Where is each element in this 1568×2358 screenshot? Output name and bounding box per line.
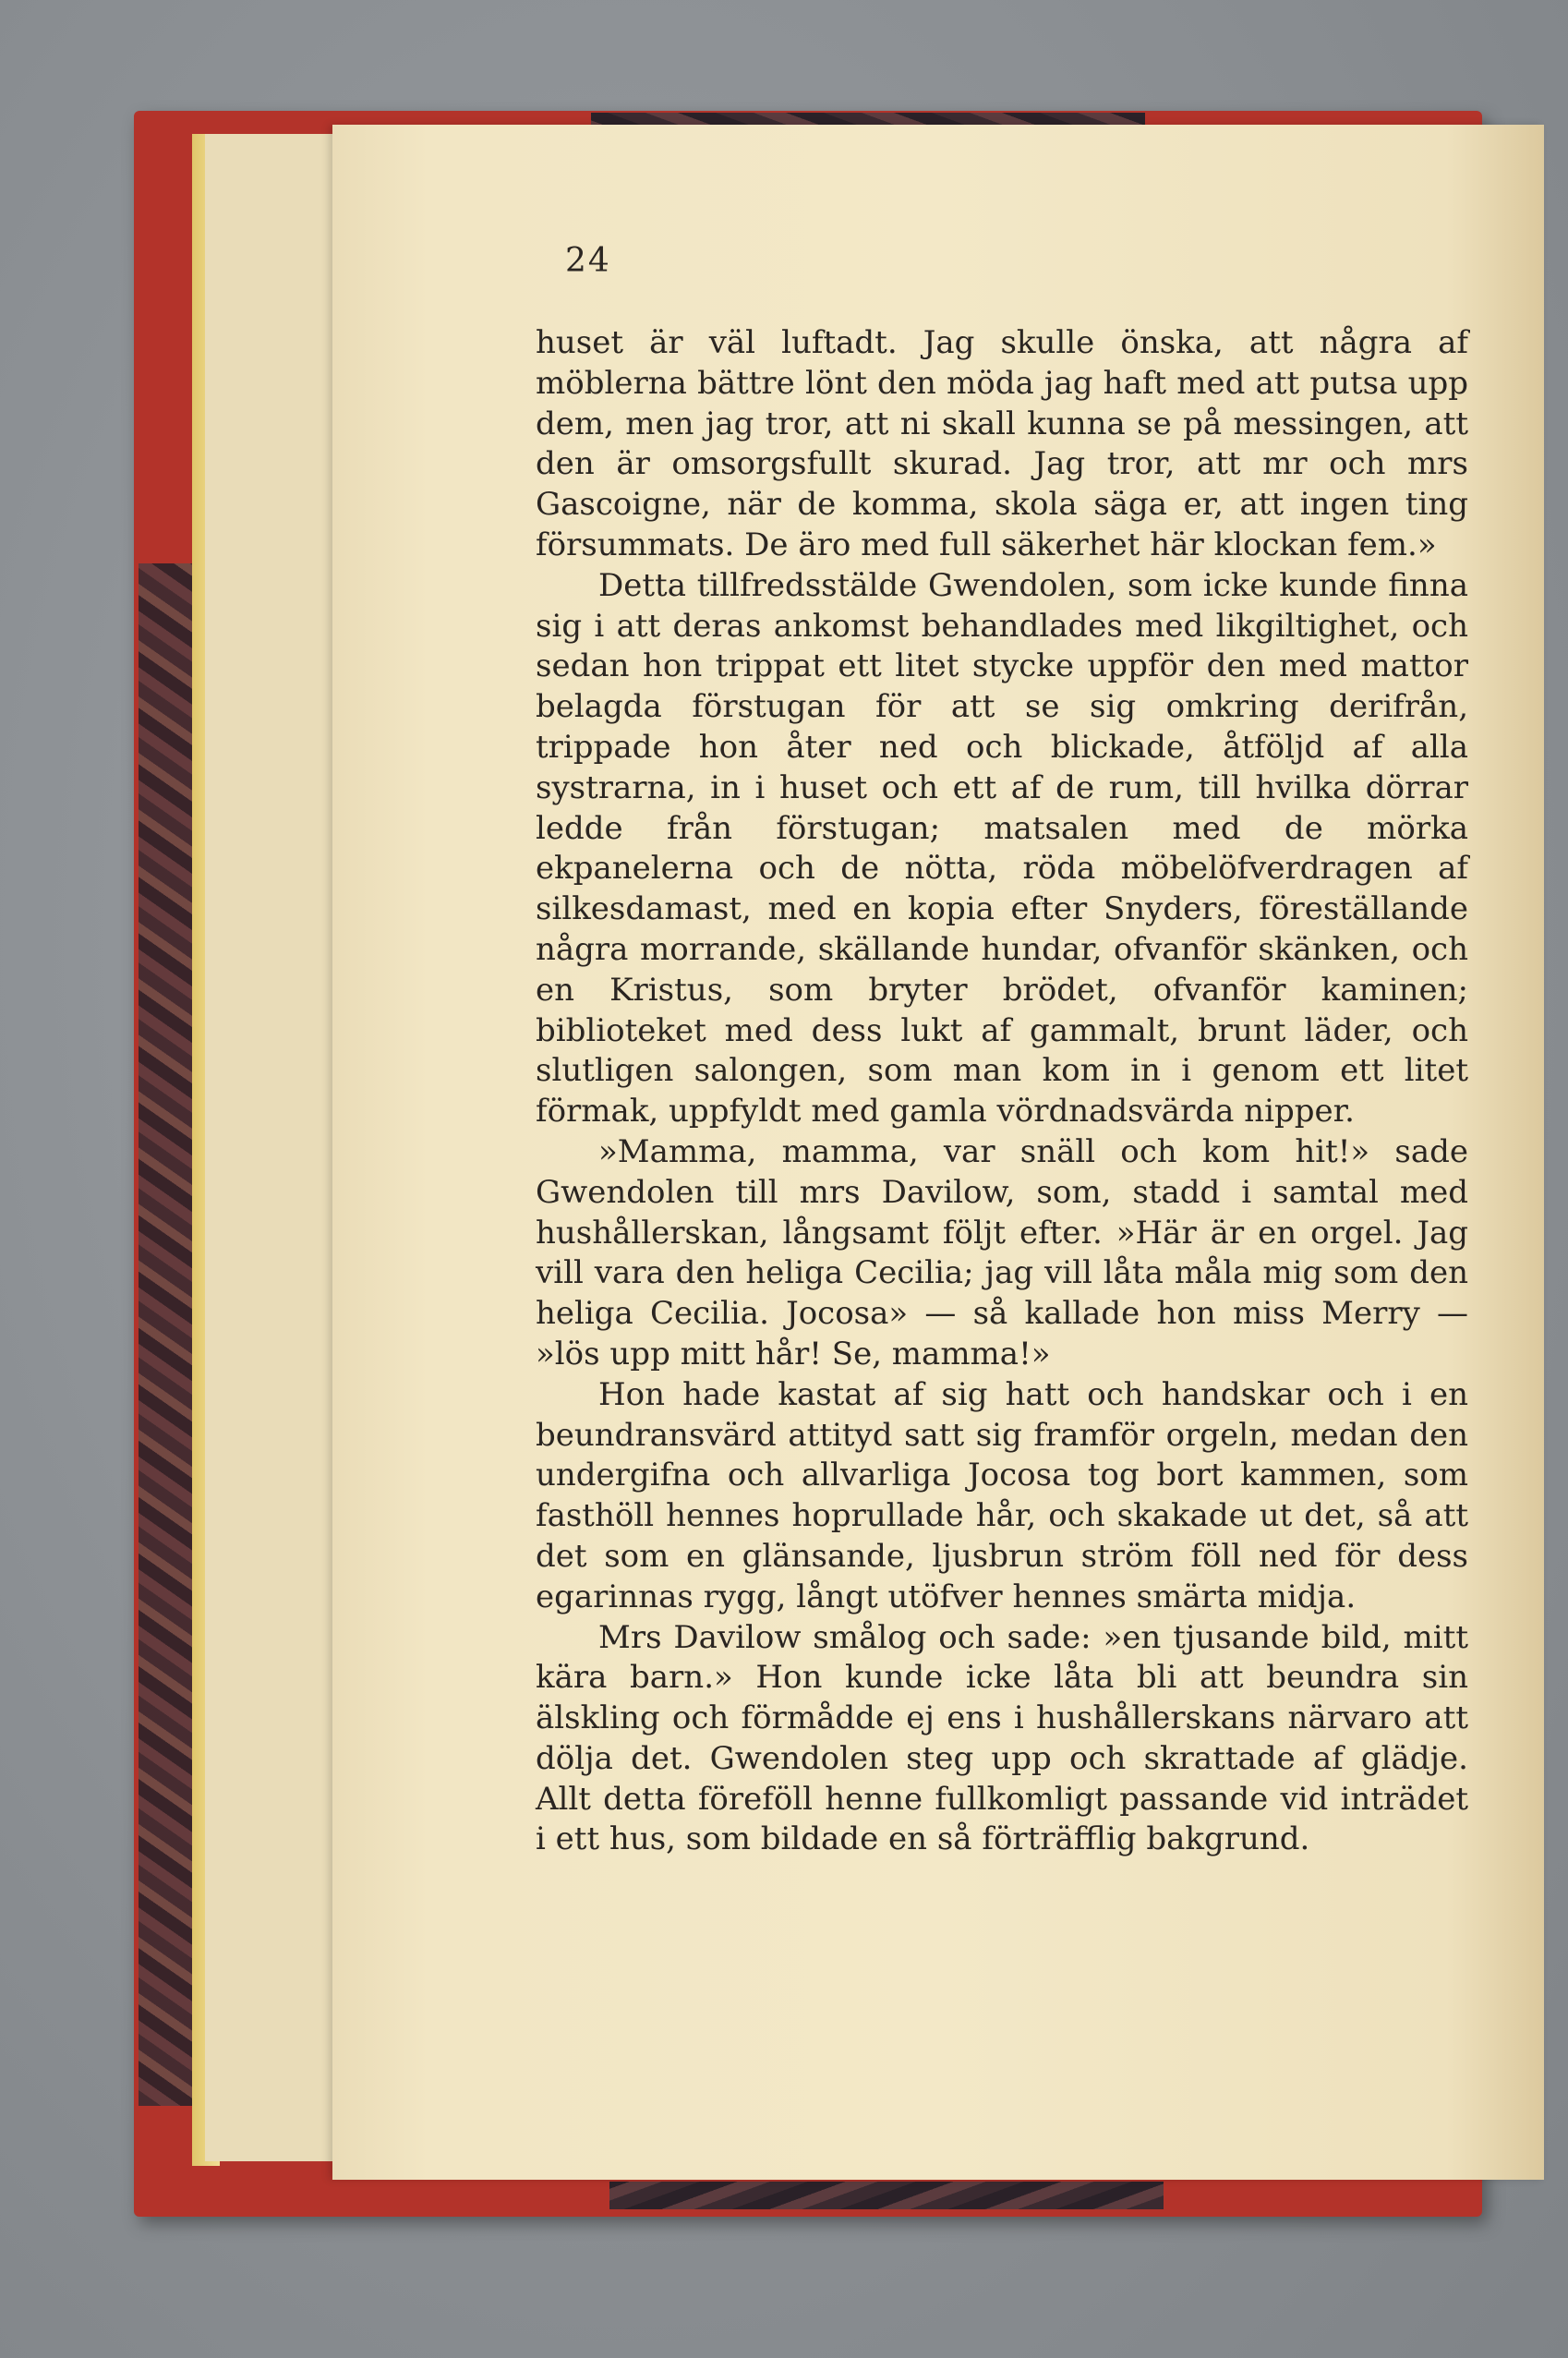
page-number: 24: [565, 242, 611, 280]
paragraph-3: »Mamma, mamma, var snäll och kom hit!» sade Gwendolen till mrs Davilow, som, stadd i samtal med hushållerskan, långsamt följt efter. »Här är en orgel. Jag vill vara den heliga Cecilia; jag vill låta måla mig som den heliga Cecilia. Jocosa» — så kallade hon miss Merry — »lös upp mitt hår! Se, mamma!»: [536, 1132, 1468, 1372]
paragraph-2: Detta tillfredsstälde Gwendolen, som icke kunde finna sig i att deras ankomst behandlades med likgiltighet, och sedan hon trippat ett litet stycke uppför den med mattor belagda förstugan för att se sig omkring derifrån, trippade hon åter ned och blickade, åtföljd af alla systrarna, in i huset och ett af de rum, till hvilka dörrar ledde från förstugan; matsalen med de mörka ekpanelerna och de nötta, röda möbelöfverdragen af silkesdamast, med en kopia efter Snyders, föreställande några morrande, skällande hundar, ofvanför skänken, och en Kristus, som bryter brödet, ofvanför kaminen; biblioteket med dess lukt af gammalt, brunt läder, och slutligen salongen, som man kom in i genom ett litet förmak, uppfyldt med gamla vördnadsvärda nipper.: [536, 566, 1468, 1131]
body-text: [536, 323, 1468, 1860]
paragraph-4: Hon hade kastat af sig hatt och handskar och i en beundransvärd attityd satt sig framför orgeln, medan den undergifna och allvarliga Jocosa tog bort kammen, som fasthöll hennes hoprullade hår, och skakade ut det, så att det som en glänsande, ljusbrun ström föll ned för dess egarinnas rygg, långt utöfver hennes smärta midja.: [536, 1375, 1468, 1615]
marbled-board-bottom: [609, 2182, 1164, 2209]
paragraph-1: huset är väl luftadt. Jag skulle önska, att några af möblerna bättre lönt den möda jag haft med att putsa upp dem, men jag tror, att ni skall kunna se på messingen, att den är omsorgsfullt skurad. Jag tror, att mr och mrs Gascoigne, när de komma, skola säga er, att ingen ting försummats. De äro med full säkerhet här klockan fem.»: [536, 324, 1468, 563]
paragraph-5: Mrs Davilow smålog och sade: »en tjusande bild, mitt kära barn.» Hon kunde icke låta bli att beundra sin älskling och förmådde ej ens i hushållerskans närvaro att dölja det. Gwendolen steg upp och skrattade af glädje. Allt detta föreföll henne fullkomligt passande vid inträdet i ett hus, som bildade en så förträfflig bakgrund.: [536, 1618, 1468, 1858]
